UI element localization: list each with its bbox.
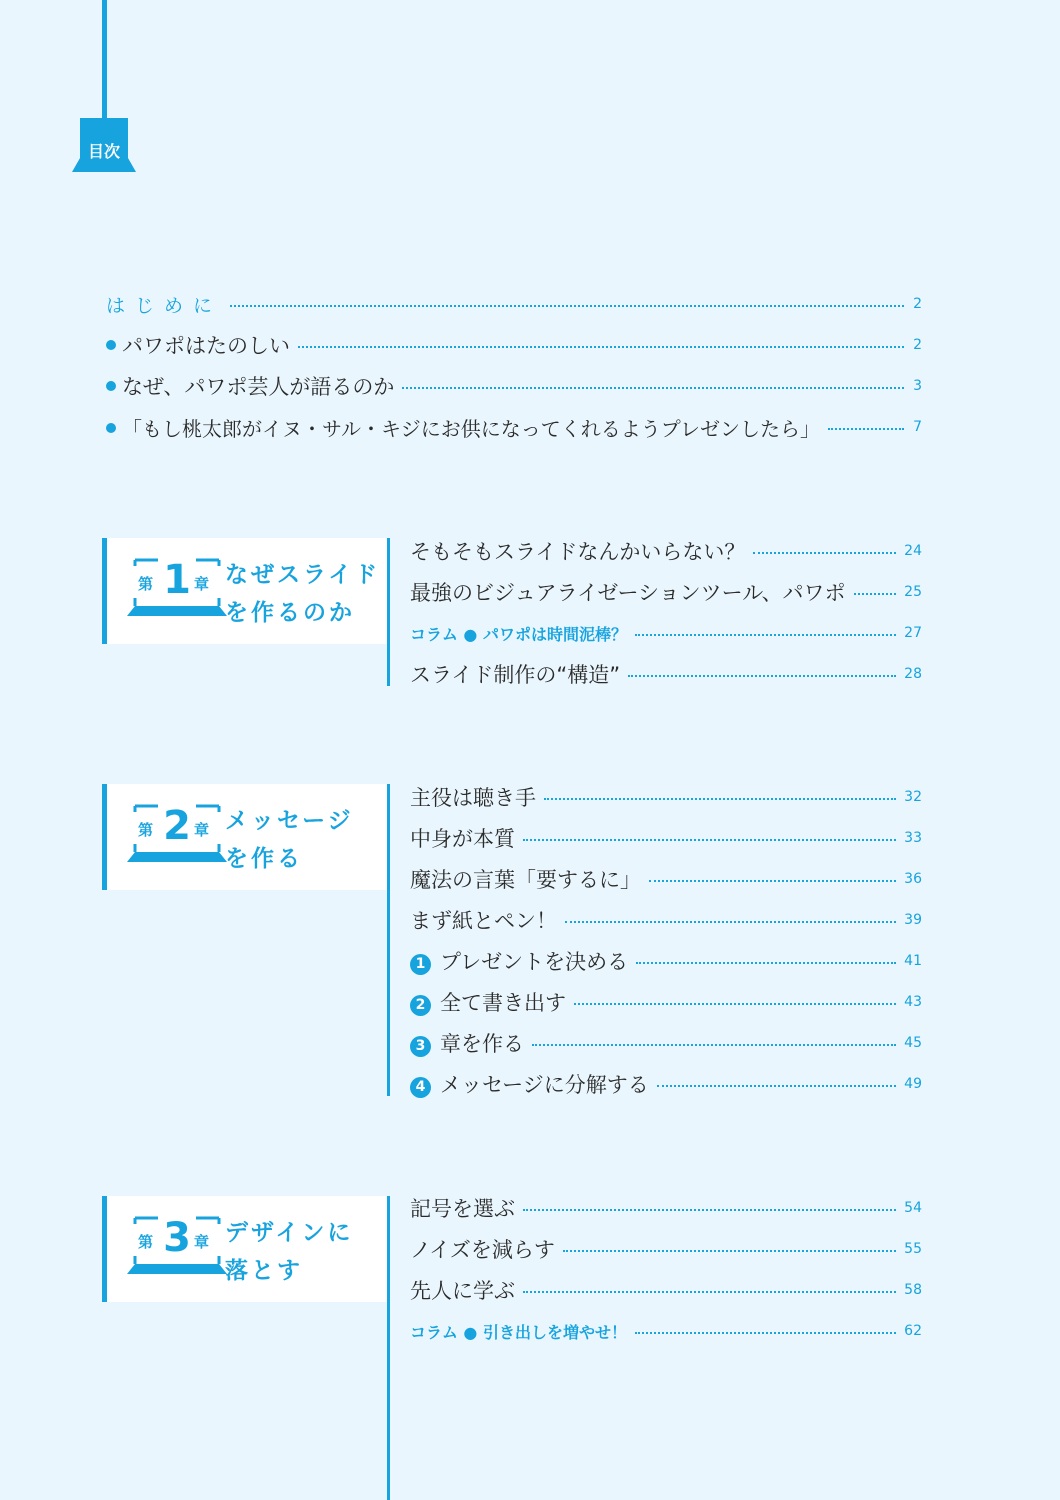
chapter-3-rule [387,1196,390,1500]
entry-label: メッセージに分解する [440,1073,649,1097]
entry-label: なぜ、パワポ芸人が語るのか [122,375,395,399]
page-number: 45 [904,1035,922,1051]
chapter-title [225,556,380,632]
chapter-title [225,1214,353,1290]
dot-leader [574,1003,896,1005]
chapter-title [225,802,354,878]
dot-leader [230,305,904,307]
chapter-1-rule [387,538,390,686]
toc-entry[interactable] [410,782,922,812]
entry-label: まず紙とペン！ [410,909,557,933]
page-number: 55 [904,1241,922,1257]
page-number: 25 [904,584,922,600]
chapter-number: 1 [163,557,191,603]
chapter-title-line1: デザインに [225,1220,354,1246]
dot-leader [657,1085,896,1087]
dot-leader [649,880,896,882]
dot-leader [402,387,904,389]
step-number-icon: 4 [410,1077,431,1098]
toc-entry[interactable] [410,659,922,689]
page-number: 27 [904,625,922,641]
toc-entry[interactable] [410,1193,922,1223]
entry-label: 主役は聴き手 [410,786,536,810]
entry-label: 記号を選ぶ [410,1197,515,1221]
entry-label: コラム ● 引き出しを増やせ！ [410,1322,627,1342]
entry-label: そもそもスライドなんかいらない？ [410,540,746,564]
chapter-suffix: 章 [194,575,210,593]
page-number: 24 [904,543,922,559]
chapter-number: 2 [163,803,191,849]
chapter-prefix: 第 [138,821,154,839]
chapter-badge [127,804,227,870]
page-number: 7 [913,419,922,435]
entry-label: 章を作る [440,1032,524,1056]
step-number-icon: 1 [410,954,431,975]
chapter-title-line2: を作るのか [225,600,355,626]
entry-label: パワポはたのしい [122,334,290,358]
page-number: 39 [904,912,922,928]
toc-entry[interactable] [410,536,922,566]
entry-label: 中身が本質 [410,827,515,851]
toc-tag [72,118,136,172]
page-number: 2 [913,296,922,312]
page-number: 54 [904,1200,922,1216]
entry-label: 先人に学ぶ [410,1279,515,1303]
toc-entry-step[interactable] [410,987,922,1017]
toc-entry-step[interactable] [410,946,922,976]
toc-entry-step[interactable] [410,1028,922,1058]
toc-entry[interactable] [410,905,922,935]
chapter-title-line1: なぜスライド [225,562,381,588]
entry-label: 最強のビジュアライゼーションツール、パワポ [410,581,846,605]
entry-label: プレゼントを決める [440,950,629,974]
step-number-icon: 2 [410,995,431,1016]
dot-leader [565,921,896,923]
step-number-icon: 3 [410,1036,431,1057]
entry-label: スライド制作の“構造” [410,663,621,687]
entry-label: 「もし桃太郎がイヌ・サル・キジにお供になってくれるようプレゼンしたら」 [122,416,820,441]
chapter-number: 3 [163,1215,191,1261]
chapter-suffix: 章 [194,1233,210,1251]
dot-leader [628,675,896,677]
toc-entry[interactable] [106,371,922,401]
chapter-2-box [102,784,390,890]
header-rule [102,0,107,118]
toc-entry-column[interactable] [410,1316,922,1346]
page-number: 49 [904,1076,922,1092]
dot-leader [523,1209,896,1211]
chapter-prefix: 第 [138,1233,154,1251]
toc-entry[interactable] [410,864,922,894]
chapter-1-box [102,538,390,644]
toc-entry[interactable] [106,412,922,442]
page-number: 43 [904,994,922,1010]
dot-leader [544,798,896,800]
toc-entry[interactable] [410,1275,922,1305]
chapter-badge [127,558,227,624]
chapter-title-line2: 落とす [225,1258,303,1284]
page-number: 28 [904,666,922,682]
chapter-3-box [102,1196,390,1302]
dot-leader [523,1291,896,1293]
bullet-icon [106,340,116,350]
dot-leader [563,1250,896,1252]
page-number: 58 [904,1282,922,1298]
chapter-title-line1: メッセージ [225,808,354,834]
toc-entry[interactable] [410,823,922,853]
page-number: 3 [913,378,922,394]
entry-label: コラム ● パワポは時間泥棒？ [410,624,627,644]
dot-leader [635,634,896,636]
chapter-2-rule [387,784,390,1096]
page-number: 41 [904,953,922,969]
toc-entry-column[interactable] [410,618,922,648]
chapter-prefix: 第 [138,575,154,593]
toc-entry-step[interactable] [410,1069,922,1099]
toc-entry[interactable] [410,577,922,607]
dot-leader [753,552,896,554]
page-number: 62 [904,1323,922,1339]
chapter-badge [127,1216,227,1282]
dot-leader [635,1332,896,1334]
page-number: 2 [913,337,922,353]
toc-entry[interactable] [410,1234,922,1264]
entry-label: 全て書き出す [440,991,566,1015]
toc-entry-intro[interactable] [106,289,922,319]
page-number: 33 [904,830,922,846]
dot-leader [523,839,896,841]
entry-label: ノイズを減らす [410,1238,555,1262]
dot-leader [298,346,904,348]
bullet-icon [106,423,116,433]
bullet-icon [106,381,116,391]
toc-tag-label: 目次 [87,142,120,161]
page-number: 36 [904,871,922,887]
entry-label: はじめに [106,294,223,317]
page-number: 32 [904,789,922,805]
chapter-suffix: 章 [194,821,210,839]
dot-leader [854,593,897,595]
entry-label: 魔法の言葉「要するに」 [410,868,641,892]
dot-leader [532,1044,896,1046]
chapter-title-line2: を作る [225,846,303,872]
toc-entry[interactable] [106,330,922,360]
dot-leader [636,962,896,964]
dot-leader [828,428,904,430]
